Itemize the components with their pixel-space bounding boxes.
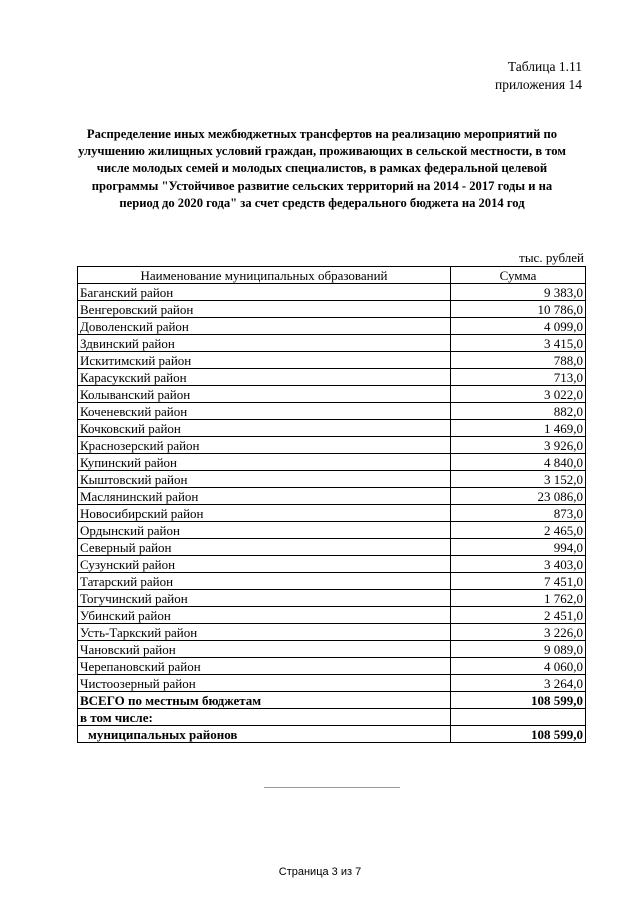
amount-cell: 994,0 [451,539,586,556]
table-row [78,641,586,658]
district-name-cell: Новосибирский район [78,505,451,522]
district-name-cell: Краснозерский район [78,437,451,454]
amount-cell: 108 599,0 [451,692,586,709]
district-name-cell: Тогучинский район [78,590,451,607]
district-name-cell: Сузунский район [78,556,451,573]
district-name-cell: Кыштовский район [78,471,451,488]
table-row [78,573,586,590]
table-row [78,386,586,403]
amount-cell: 4 099,0 [451,318,586,335]
amount-cell: 3 926,0 [451,437,586,454]
district-name-cell: Здвинский район [78,335,451,352]
table-row [78,607,586,624]
table-row [78,471,586,488]
column-header-name: Наименование муниципальных образований [78,267,451,284]
amount-cell: 788,0 [451,352,586,369]
district-name-cell: Убинский район [78,607,451,624]
amount-cell: 3 152,0 [451,471,586,488]
amount-cell: 4 060,0 [451,658,586,675]
amount-cell: 10 786,0 [451,301,586,318]
document-title [72,126,572,212]
amount-cell: 873,0 [451,505,586,522]
amount-cell [451,709,586,726]
table-row [78,590,586,607]
amount-cell: 1 469,0 [451,420,586,437]
district-name-cell: Татарский район [78,573,451,590]
amount-cell: 882,0 [451,403,586,420]
table-row [78,369,586,386]
district-name-cell: Чановский район [78,641,451,658]
amount-cell: 3 403,0 [451,556,586,573]
district-name-cell: Маслянинский район [78,488,451,505]
table-header-row [78,267,586,284]
table-row [78,284,586,301]
table-row [78,675,586,692]
title-line: программы "Устойчивое развитие сельских территорий на 2014 - 2017 годы и на [91,178,553,193]
amount-cell: 3 264,0 [451,675,586,692]
amount-cell: 9 383,0 [451,284,586,301]
table-row [78,488,586,505]
district-name-cell: Доволенский район [78,318,451,335]
amount-cell: 108 599,0 [451,726,586,743]
table-row [78,692,586,709]
district-name-cell: Купинский район [78,454,451,471]
table-row [78,726,586,743]
table-row [78,624,586,641]
table-label: Таблица 1.11 [507,59,582,74]
district-name-cell: Чистоозерный район [78,675,451,692]
district-name-cell: Колыванский район [78,386,451,403]
amount-cell: 713,0 [451,369,586,386]
transfers-table [77,266,586,743]
footer-divider [264,787,400,788]
district-name-cell: Коченевский район [78,403,451,420]
amount-cell: 3 226,0 [451,624,586,641]
table-row [78,437,586,454]
district-name-cell: Карасукский район [78,369,451,386]
title-line: период до 2020 года" за счет средств федерального бюджета на 2014 год [119,195,525,210]
table-row [78,454,586,471]
table-row [78,709,586,726]
district-name-cell: Усть-Таркский район [78,624,451,641]
amount-cell: 3 415,0 [451,335,586,352]
table-row [78,658,586,675]
table-row [78,352,586,369]
amount-cell: 2 451,0 [451,607,586,624]
column-header-sum: Сумма [451,267,586,284]
district-name-cell: Баганский район [78,284,451,301]
page-number: Страница 3 из 7 [278,866,362,878]
title-line: числе молодых семей и молодых специалистов, в рамках федеральной целевой [96,161,548,176]
district-name-cell: Черепановский район [78,658,451,675]
amount-cell: 7 451,0 [451,573,586,590]
amount-cell: 1 762,0 [451,590,586,607]
district-name-cell: ВСЕГО по местным бюджетам [78,692,451,709]
amount-cell: 9 089,0 [451,641,586,658]
district-name-cell: Искитимский район [78,352,451,369]
district-name-cell: Венгеровский район [78,301,451,318]
units-label: тыс. рублей [519,250,584,265]
district-name-cell: муниципальных районов [78,726,451,743]
amount-cell: 2 465,0 [451,522,586,539]
table-row [78,505,586,522]
table-row [78,403,586,420]
amount-cell: 23 086,0 [451,488,586,505]
amount-cell: 3 022,0 [451,386,586,403]
table-row [78,301,586,318]
table-row [78,539,586,556]
amount-cell: 4 840,0 [451,454,586,471]
title-line: улучшению жилищных условий граждан, проживающих в сельской местности, в том [78,144,566,159]
district-name-cell: Ордынский район [78,522,451,539]
district-name-cell: Северный район [78,539,451,556]
table-row [78,522,586,539]
table-row [78,335,586,352]
district-name-cell: в том числе: [78,709,451,726]
appendix-label: приложения 14 [494,77,582,92]
district-name-cell: Кочковский район [78,420,451,437]
title-line: Распределение иных межбюджетных трансфертов на реализацию мероприятий по [86,127,558,141]
table-row [78,556,586,573]
table-row [78,318,586,335]
table-row [78,420,586,437]
